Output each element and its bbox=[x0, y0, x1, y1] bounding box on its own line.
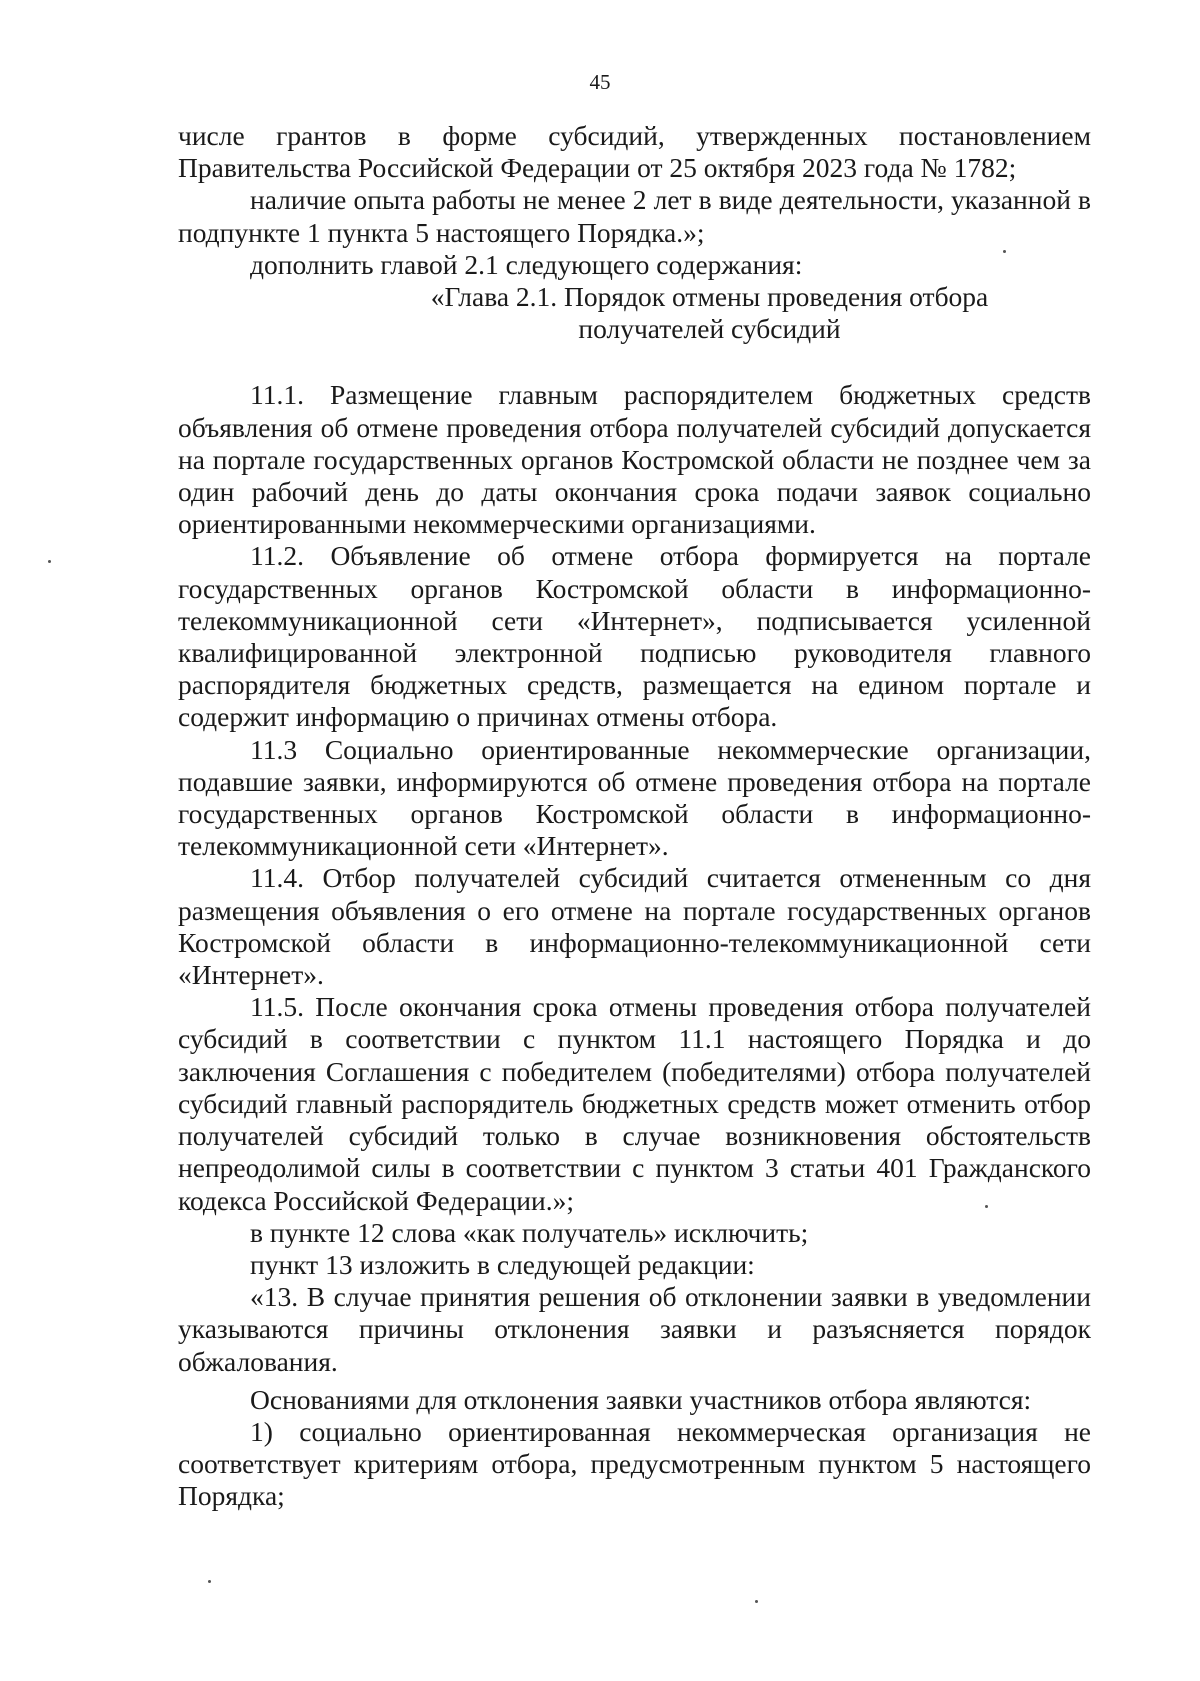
paragraph-grounds: Основаниями для отклонения заявки участников отбора являются: bbox=[250, 1383, 1032, 1415]
paragraph-continuation: числе грантов в форме субсидий, утвержденных постановлением Правительства Российской Федерации от 25 октября 2023 года № 1782; bbox=[178, 120, 1091, 184]
scan-speck bbox=[1003, 250, 1006, 253]
page-number: 45 bbox=[589, 70, 611, 94]
blank-line bbox=[178, 345, 1091, 379]
paragraph-amendment-intro: дополнить главой 2.1 следующего содержания: bbox=[250, 248, 803, 280]
paragraph-experience: наличие опыта работы не менее 2 лет в виде деятельности, указанной в подпункте 1 пункта 5 настоящего Порядка.»; bbox=[178, 184, 1091, 248]
document-body bbox=[178, 120, 1091, 1513]
paragraph-point-12: в пункте 12 слова «как получатель» исключить; bbox=[250, 1216, 809, 1248]
paragraph-11-5: 11.5. После окончания срока отмены проведения отбора получателей субсидий в соответствии с пунктом 11.1 настоящего Порядка и до заключения Соглашения с победителем (победителями) отбора получателей субсидий главный распорядитель бюджетных средств может отменить отбор получателей субсидий только в случае возникновения обстоятельств непреодолимой силы в соответствии с пунктом 3 статьи 401 Гражданского кодекса Российской Федерации.»; bbox=[178, 991, 1091, 1216]
chapter-heading-line-2: получателей субсидий bbox=[578, 313, 841, 345]
paragraph-11-4: 11.4. Отбор получателей субсидий считается отмененным со дня размещения объявления о его отмене на портале государственных органов Костромской области в информационно-телекоммуникационной сети «Интернет». bbox=[178, 862, 1091, 991]
chapter-heading bbox=[178, 281, 1091, 345]
scan-speck bbox=[985, 1205, 988, 1208]
scan-speck bbox=[755, 1600, 758, 1603]
paragraph-11-3: 11.3 Социально ориентированные некоммерческие организации, подавшие заявки, информируются об отмене проведения отбора на портале государственных органов Костромской области в информационно-телекоммуникационной сети «Интернет». bbox=[178, 733, 1091, 862]
paragraph-point-13-intro: пункт 13 изложить в следующей редакции: bbox=[250, 1248, 755, 1280]
paragraph-11-2: 11.2. Объявление об отмене отбора формируется на портале государственных органов Костромской области в информационно-телекоммуникационной сети «Интернет», подписывается усиленной квалифицированной электронной подписью руководителя главного распорядителя бюджетных средств, размещается на едином портале и содержит информацию о причинах отмены отбора. bbox=[178, 540, 1091, 733]
paragraph-ground-1: 1) социально ориентированная некоммерческая организация не соответствует критериям отбора, предусмотренным пунктом 5 настоящего Порядка; bbox=[178, 1415, 1091, 1512]
paragraph-11-1: 11.1. Размещение главным распорядителем бюджетных средств объявления об отмене проведения отбора получателей субсидий допускается на портале государственных органов Костромской области не позднее чем за один рабочий день до даты окончания срока подачи заявок социально ориентированными некоммерческими организациями. bbox=[178, 379, 1091, 540]
paragraph-13: «13. В случае принятия решения об отклонении заявки в уведомлении указываются причины отклонения заявки и разъясняется порядок обжалования. bbox=[178, 1281, 1091, 1377]
chapter-heading-line-1: «Глава 2.1. Порядок отмены проведения отбора bbox=[430, 281, 989, 313]
scan-speck bbox=[48, 560, 51, 563]
scan-speck bbox=[208, 1580, 211, 1583]
